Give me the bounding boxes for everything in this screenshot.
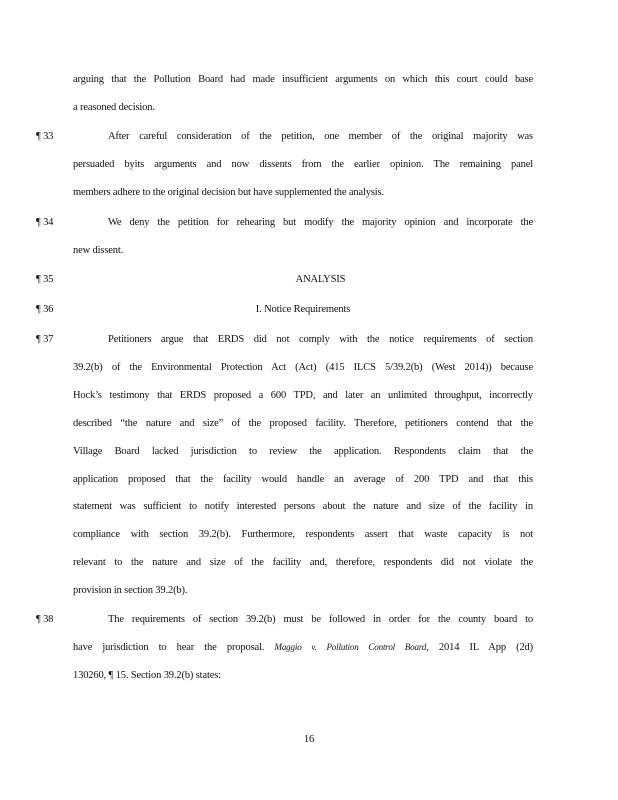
section-heading: ANALYSIS xyxy=(295,274,346,285)
text-line-with-citation xyxy=(73,642,533,653)
paragraph-mark: ¶ 35 xyxy=(36,274,54,285)
text-line: After careful consideration of the petition, one member of the original majority was xyxy=(108,131,533,142)
paragraph-mark: ¶ 34 xyxy=(36,217,54,228)
text-line: Village Board lacked jurisdiction to review the application. Respondents claim that the xyxy=(73,446,533,457)
text-line: a reasoned decision. xyxy=(73,102,155,113)
page-number: 16 xyxy=(303,734,315,745)
case-citation: Maggio v. Pollution Control Board xyxy=(274,642,427,652)
subsection-heading: I. Notice Requirements xyxy=(255,304,351,315)
text-line: described “the nature and size” of the proposed facility. Therefore, petitioners contend that the xyxy=(73,418,533,429)
text-line: application proposed that the facility would handle an average of 200 TPD and that this xyxy=(73,474,533,485)
text-line: statement was sufficient to notify interested persons about the nature and size of the facility in xyxy=(73,501,533,512)
text-line: members adhere to the original decision but have supplemented the analysis. xyxy=(73,187,384,198)
text-line: The requirements of section 39.2(b) must be followed in order for the county board to xyxy=(108,614,533,625)
text-line: persuaded byits arguments and now dissents from the earlier opinion. The remaining panel xyxy=(73,159,533,170)
text-line: compliance with section 39.2(b). Furthermore, respondents assert that waste capacity is not xyxy=(73,529,533,540)
paragraph-mark: ¶ 36 xyxy=(36,304,54,315)
text-line: We deny the petition for rehearing but modify the majority opinion and incorporate the xyxy=(108,217,533,228)
text-segment: , 2014 IL App (2d) xyxy=(426,642,533,653)
paragraph-mark: ¶ 33 xyxy=(36,131,54,142)
paragraph-mark: ¶ 38 xyxy=(36,614,54,625)
text-line: 130260, ¶ 15. Section 39.2(b) states: xyxy=(73,670,221,681)
text-segment: have jurisdiction to hear the proposal. xyxy=(73,642,265,653)
paragraph-mark: ¶ 37 xyxy=(36,334,54,345)
text-line: arguing that the Pollution Board had made insufficient arguments on which this court could base xyxy=(73,74,533,85)
text-line: relevant to the nature and size of the facility and, therefore, respondents did not violate the xyxy=(73,557,533,568)
text-line: provision in section 39.2(b). xyxy=(73,585,188,596)
text-line: new dissent. xyxy=(73,245,124,256)
text-line: Hock’s testimony that ERDS proposed a 600 TPD, and later an unlimited throughput, incorrectly xyxy=(73,390,533,401)
text-line: Petitioners argue that ERDS did not comply with the notice requirements of section xyxy=(108,334,533,345)
text-line: 39.2(b) of the Environmental Protection Act (Act) (415 ILCS 5/39.2(b) (West 2014)) because xyxy=(73,362,533,373)
